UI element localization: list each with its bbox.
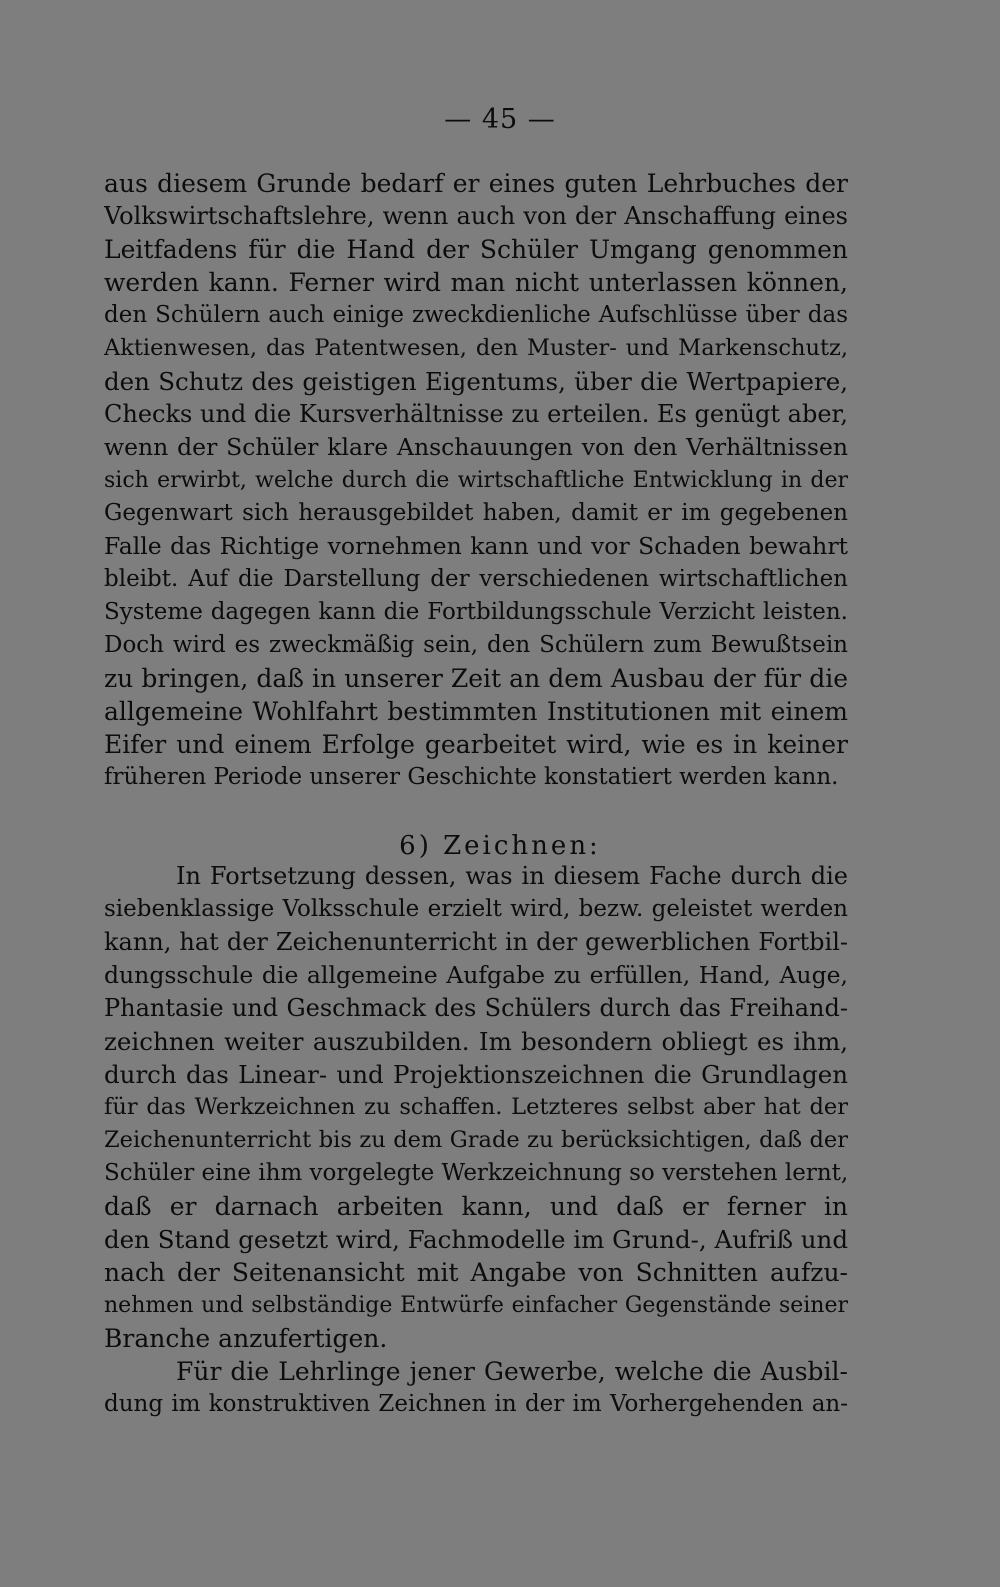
text-line: den Schülern auch einige zweckdienliche Aufschlüsse über das xyxy=(104,302,848,328)
text-line: wenn der Schüler klare Anschauungen von den Verhältnissen xyxy=(104,433,848,461)
text-line: siebenklassige Volksschule erzielt wird, bezw. geleistet werden xyxy=(104,896,848,922)
text-line: Für die Lehrlinge jener Gewerbe, welche die Ausbil- xyxy=(176,1357,848,1386)
text-line: werden kann. Ferner wird man nicht unterlassen können, xyxy=(104,268,848,297)
text-line: dungsschule die allgemeine Aufgabe zu erfüllen, Hand, Auge, xyxy=(104,961,848,989)
page-number: — 45 — xyxy=(444,104,556,135)
text-line: den Stand gesetzt wird, Fachmodelle im Grund-, Aufriß und xyxy=(104,1225,848,1254)
paragraph-2 xyxy=(104,860,848,1355)
text-line: aus diesem Grunde bedarf er eines guten Lehrbuches der xyxy=(104,169,848,198)
text-line: Leitfadens für die Hand der Schüler Umgang genommen xyxy=(104,235,848,264)
text-line: Checks und die Kursverhältnisse zu erteilen. Es genügt aber, xyxy=(104,400,848,428)
text-line: Aktienwesen, das Patentwesen, den Muster- und Markenschutz, xyxy=(104,335,848,361)
text-line: zeichnen weiter auszubilden. Im besondern obliegt es ihm, xyxy=(104,1027,848,1056)
text-line: allgemeine Wohlfahrt bestimmten Institutionen mit einem xyxy=(104,697,848,726)
text-line: daß er darnach arbeiten kann, und daß er ferner in xyxy=(104,1192,848,1221)
text-line: Gegenwart sich herausgebildet haben, damit er im gegebenen xyxy=(104,500,848,526)
text-line: Falle das Richtige vornehmen kann und vor Schaden bewahrt xyxy=(104,532,848,560)
text-line: dung im konstruktiven Zeichnen in der im Vorhergehenden an- xyxy=(104,1391,848,1417)
text-line: Phantasie und Geschmack des Schülers durch das Freihand- xyxy=(104,994,848,1022)
text-line: Eifer und einem Erfolge gearbeitet wird, wie es in keiner xyxy=(104,730,848,759)
text-line: kann, hat der Zeichenunterricht in der gewerblichen Fortbil- xyxy=(104,928,848,956)
paragraph-1 xyxy=(104,167,848,794)
paragraph-3 xyxy=(104,1355,848,1421)
text-line: Schüler eine ihm vorgelegte Werkzeichnung so verstehen lernt, xyxy=(104,1160,848,1186)
text-line: den Schutz des geistigen Eigentums, über die Wertpapiere, xyxy=(104,367,848,396)
text-line: nach der Seitenansicht mit Angabe von Schnitten aufzu- xyxy=(104,1258,848,1287)
text-line: früheren Periode unserer Geschichte konstatiert werden kann. xyxy=(104,764,839,790)
text-line: für das Werkzeichnen zu schaffen. Letzteres selbst aber hat der xyxy=(104,1094,848,1120)
text-line: nehmen und selbständige Entwürfe einfacher Gegenstände seiner xyxy=(104,1293,848,1318)
section-heading: 6) Zeichnen: xyxy=(399,831,601,861)
text-line: zu bringen, daß in unserer Zeit an dem Ausbau der für die xyxy=(104,664,848,693)
text-line: Zeichenunterricht bis zu dem Grade zu berücksichtigen, daß der xyxy=(104,1127,848,1153)
text-line: bleibt. Auf die Darstellung der verschiedenen wirtschaftlichen xyxy=(104,566,848,592)
text-line: In Fortsetzung dessen, was in diesem Fache durch die xyxy=(176,862,848,890)
text-line: Volkswirtschaftslehre, wenn auch von der Anschaffung eines xyxy=(104,202,848,230)
text-line: Doch wird es zweckmäßig sein, den Schülern zum Bewußtsein xyxy=(104,632,848,658)
text-line: sich erwirbt, welche durch die wirtschaftliche Entwicklung in der xyxy=(104,468,848,493)
text-line: durch das Linear- und Projektionszeichnen die Grundlagen xyxy=(104,1060,848,1089)
text-line: Systeme dagegen kann die Fortbildungsschule Verzicht leisten. xyxy=(104,599,848,625)
text-line: Branche anzufertigen. xyxy=(104,1324,388,1353)
